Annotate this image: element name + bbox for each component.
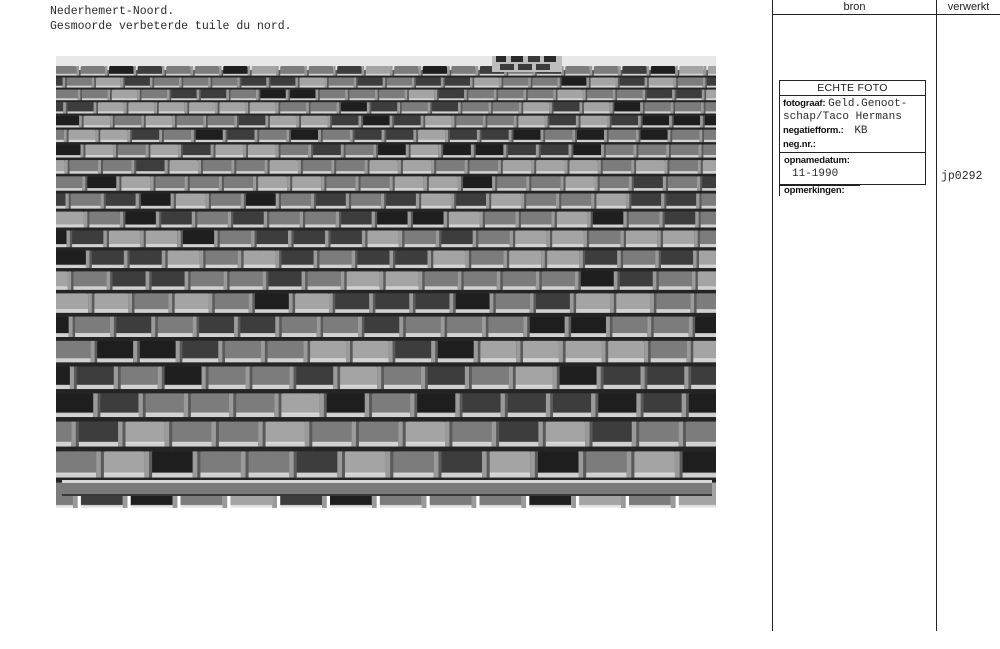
tile-grid	[56, 56, 716, 508]
negatiefform-row	[783, 125, 868, 137]
negnr-row	[783, 139, 816, 151]
column-header-verwerkt: verwerkt	[947, 1, 990, 13]
column-divider-left	[772, 0, 773, 631]
column-header-bron: bron	[843, 1, 866, 13]
fotograaf-value-1: Geld.Genoot-	[828, 98, 908, 110]
opnamedatum-value-row	[792, 168, 838, 180]
caption-place: Nederhemert-Noord.	[50, 5, 175, 18]
negatiefform-label: negatiefform.:	[783, 125, 844, 136]
fotograaf-value-2: schap/Taco Hermans	[783, 111, 902, 123]
negatiefform-value: KB	[854, 125, 868, 137]
caption-description: Gesmoorde verbeterde tuile du nord.	[50, 20, 292, 33]
header-rule	[772, 14, 1000, 15]
opnamedatum-label: opnamedatum:	[784, 155, 850, 166]
verwerkt-reference: jp0292	[941, 170, 983, 183]
column-divider-right	[936, 0, 937, 631]
opmerkingen-label: opmerkingen:	[784, 185, 845, 196]
fotograaf-row	[783, 98, 907, 110]
opnamedatum-value: 11-1990	[792, 168, 839, 180]
fotograaf-label: fotograaf:	[783, 98, 826, 109]
roof-tiles-photo	[56, 56, 716, 508]
fotograaf-row-2	[783, 111, 902, 123]
negnr-label: neg.nr.:	[783, 139, 816, 150]
opmerkingen-row	[784, 185, 844, 197]
opnamedatum-row	[784, 155, 850, 167]
stamp-title: ECHTE FOTO	[779, 80, 926, 95]
chimney	[492, 56, 562, 72]
caption	[50, 4, 292, 34]
